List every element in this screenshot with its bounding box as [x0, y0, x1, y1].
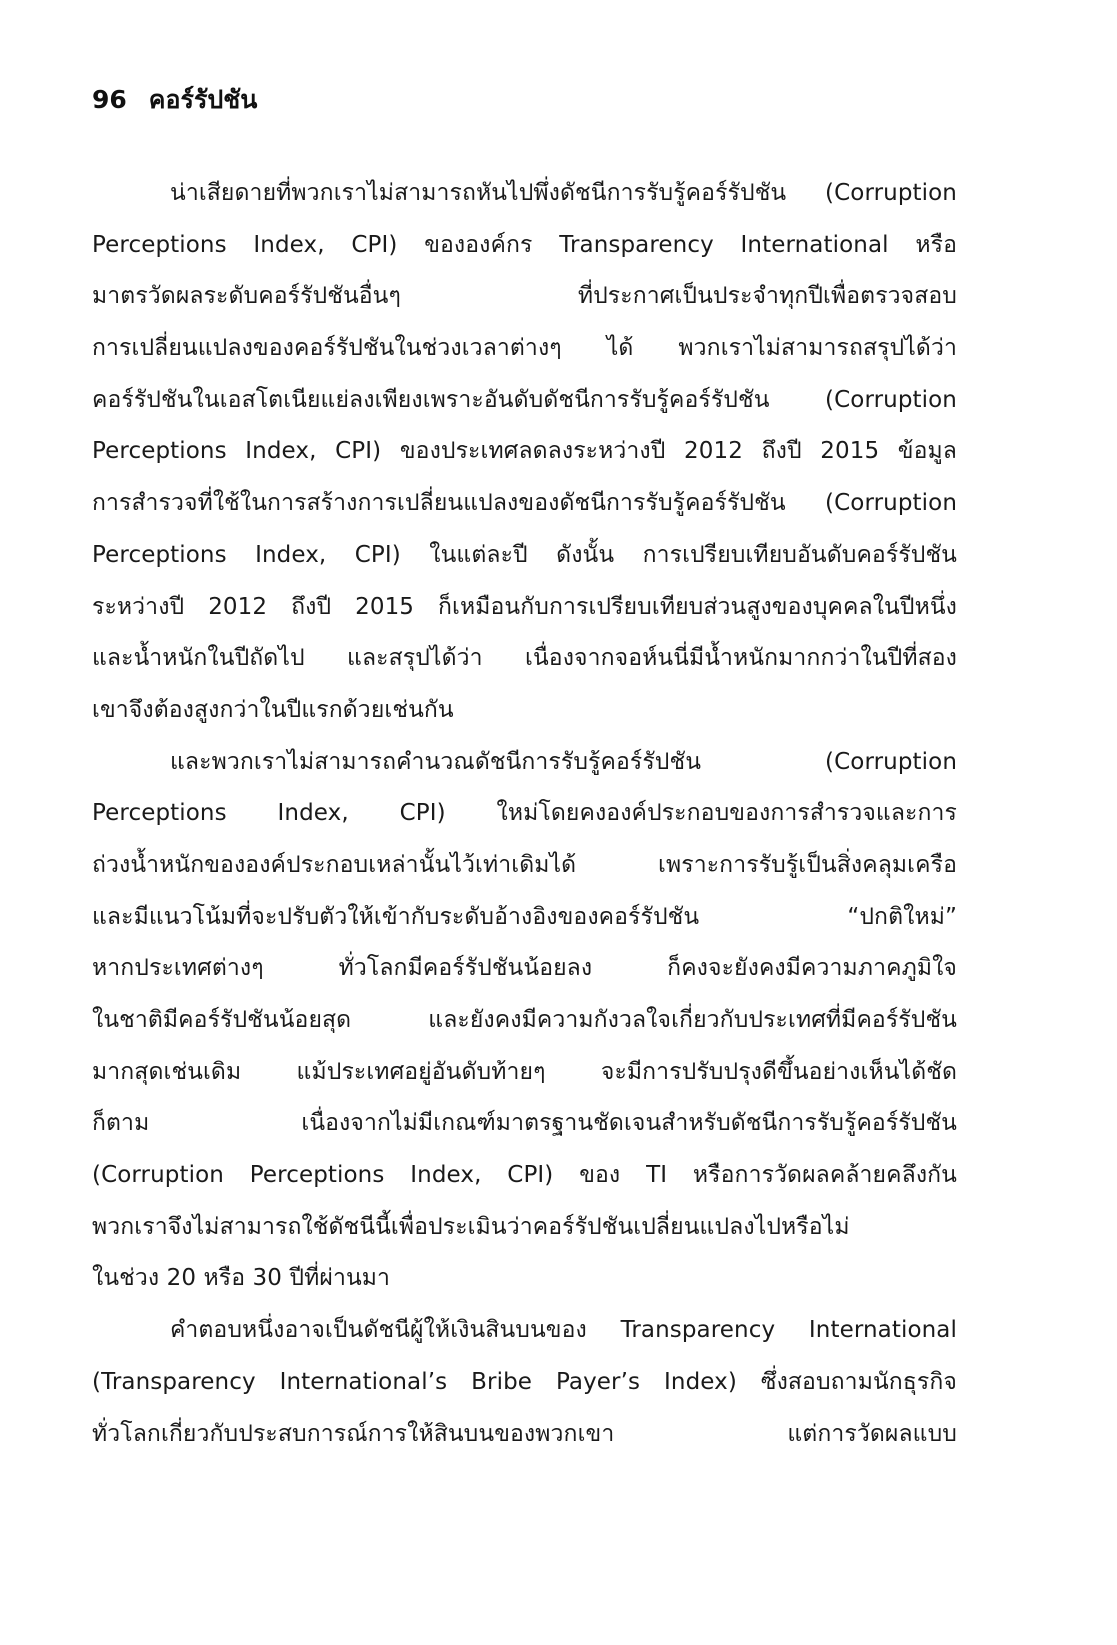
paragraph-line: ในช่วง 20 หรือ 30 ปีที่ผ่านมา [92, 1265, 391, 1292]
paragraph-line: ในชาติมีคอร์รัปชันน้อยสุด และยังคงมีความกังวลใจเกี่ยวกับประเทศที่มีคอร์รัปชัน [92, 1007, 957, 1033]
paragraph-line: การสำรวจที่ใช้ในการสร้างการเปลี่ยนแปลงของดัชนีการรับรู้คอร์รัปชัน (Corruption [92, 490, 957, 517]
paragraph-line: (Transparency International’s Bribe Payer’s Index) ซึ่งสอบถามนักธุรกิจ [92, 1368, 957, 1395]
paragraph-line: เขาจึงต้องสูงกว่าในปีแรกด้วยเช่นกัน [92, 696, 454, 723]
paragraph-line: Perceptions Index, CPI) ของประเทศลดลงระหว่างปี 2012 ถึงปี 2015 ข้อมูล [92, 438, 957, 465]
paragraph-line: คำตอบหนึ่งอาจเป็นดัชนีผู้ให้เงินสินบนของ Transparency International [170, 1317, 957, 1344]
paragraph-line: พวกเราจึงไม่สามารถใช้ดัชนีนี้เพื่อประเมินว่าคอร์รัปชันเปลี่ยนแปลงไปหรือไม่ [92, 1213, 850, 1240]
paragraph-line: Perceptions Index, CPI) ในแต่ละปี ดังนั้น การเปรียบเทียบอันดับคอร์รัปชัน [92, 541, 957, 568]
paragraph-line: และมีแนวโน้มที่จะปรับตัวให้เข้ากับระดับอ้างอิงของคอร์รัปชัน “ปกติใหม่” [92, 903, 957, 930]
paragraph-2 [92, 737, 957, 1306]
paragraph-line: ถ่วงน้ำหนักขององค์ประกอบเหล่านั้นไว้เท่าเดิมได้ เพราะการรับรู้เป็นสิ่งคลุมเครือ [92, 851, 957, 878]
paragraph-line: หากประเทศต่างๆ ทั่วโลกมีคอร์รัปชันน้อยลง ก็คงจะยังคงมีความภาคภูมิใจ [92, 955, 957, 982]
paragraph-line: น่าเสียดายที่พวกเราไม่สามารถหันไปพึ่งดัชนีการรับรู้คอร์รัปชัน (Corruption [170, 180, 957, 206]
running-title: คอร์รัปชัน [148, 85, 258, 114]
paragraph-line: ระหว่างปี 2012 ถึงปี 2015 ก็เหมือนกับการเปรียบเทียบส่วนสูงของบุคคลในปีหนึ่ง [92, 593, 957, 620]
paragraph-3 [92, 1305, 957, 1460]
paragraph-line: การเปลี่ยนแปลงของคอร์รัปชันในช่วงเวลาต่างๆ ได้ พวกเราไม่สามารถสรุปได้ว่า [92, 335, 957, 362]
paragraph-line: Perceptions Index, CPI) ใหม่โดยคงองค์ประกอบของการสำรวจและการ [92, 800, 957, 827]
paragraph-line: Perceptions Index, CPI) ขององค์กร Transparency International หรือ [92, 231, 957, 258]
paragraph-1 [92, 168, 957, 737]
paragraph-line: คอร์รัปชันในเอสโตเนียแย่ลงเพียงเพราะอันดับดัชนีการรับรู้คอร์รัปชัน (Corruption [92, 386, 957, 413]
paragraph-line: และพวกเราไม่สามารถคำนวณดัชนีการรับรู้คอร์รัปชัน (Corruption [170, 748, 957, 775]
running-head [92, 80, 257, 116]
page-number: 96 [92, 85, 127, 114]
paragraph-line: มาตรวัดผลระดับคอร์รัปชันอื่นๆ ที่ประกาศเป็นประจำทุกปีเพื่อตรวจสอบ [92, 283, 957, 310]
body-text [92, 168, 957, 1460]
paragraph-line: (Corruption Perceptions Index, CPI) ของ TI หรือการวัดผลคล้ายคลึงกัน [92, 1162, 957, 1189]
paragraph-line: ก็ตาม เนื่องจากไม่มีเกณฑ์มาตรฐานชัดเจนสำหรับดัชนีการรับรู้คอร์รัปชัน [92, 1110, 957, 1137]
paragraph-line: มากสุดเช่นเดิม แม้ประเทศอยู่อันดับท้ายๆ จะมีการปรับปรุงดีขึ้นอย่างเห็นได้ชัด [92, 1058, 957, 1085]
paragraph-line: และน้ำหนักในปีถัดไป และสรุปได้ว่า เนื่องจากจอห์นนี่มีน้ำหนักมากกว่าในปีที่สอง [92, 645, 957, 672]
paragraph-line: ทั่วโลกเกี่ยวกับประสบการณ์การให้สินบนของพวกเขา แต่การวัดผลแบบ [92, 1420, 957, 1447]
